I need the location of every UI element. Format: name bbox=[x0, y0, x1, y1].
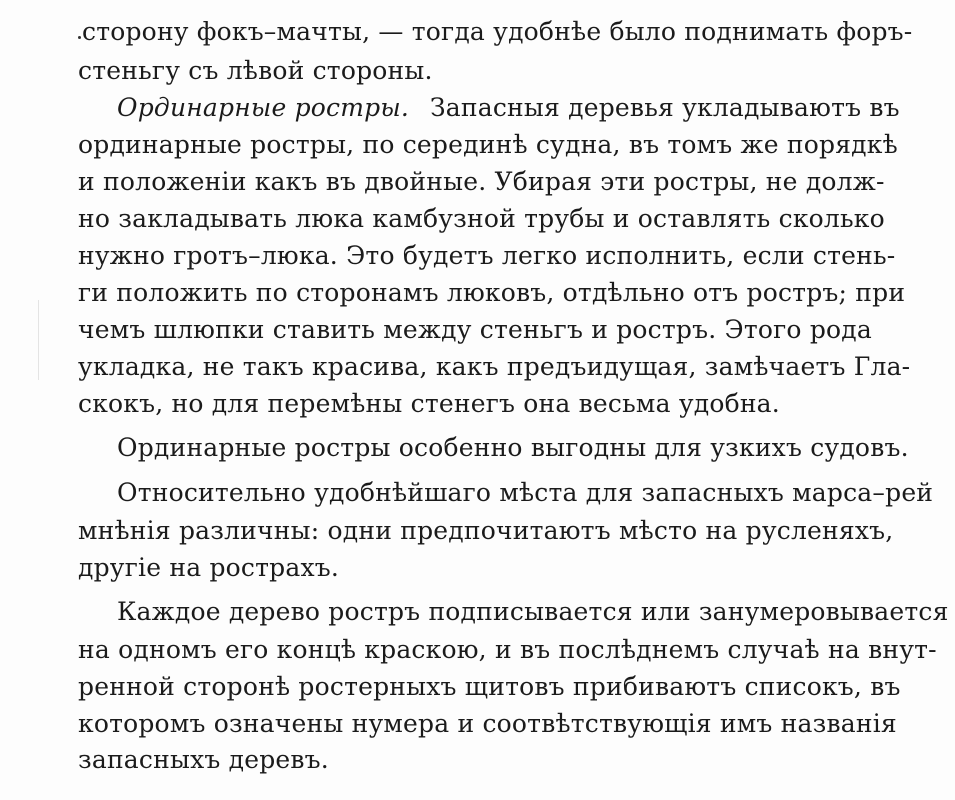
line-text: стеньгу съ лѣвой стороны. bbox=[78, 56, 433, 85]
text-line-13 bbox=[0, 473, 955, 513]
line-text: мнѣнія различны: одни предпочитаютъ мѣсто на русленяхъ, bbox=[78, 516, 894, 545]
line-text: которомъ означены нумера и соотвѣтствующія имъ названія bbox=[78, 709, 897, 738]
text-line-9 bbox=[0, 310, 955, 350]
line-text: сторону фокъ–мачты, — тогда удобнѣе было поднимать форъ- bbox=[82, 17, 913, 46]
line-text: чемъ шлюпки ставить между стеньгъ и ростръ. Этого рода bbox=[78, 315, 872, 344]
paragraph-lead-italic: Ординарные ростры. bbox=[117, 93, 410, 122]
line-text: Ординарные ростры особенно выгодны для узкихъ судовъ. bbox=[117, 433, 909, 462]
text-line-11 bbox=[0, 384, 955, 424]
line-text: на одномъ его концѣ краскою, и въ послѣднемъ случаѣ на внут- bbox=[78, 635, 937, 664]
text-line-18 bbox=[0, 667, 955, 707]
line-text: и положеніи какъ въ двойные. Убирая эти ростры, не долж- bbox=[78, 167, 885, 196]
text-line-4 bbox=[0, 125, 955, 165]
text-line-19 bbox=[0, 704, 955, 744]
text-line-3 bbox=[0, 88, 955, 128]
text-line-12 bbox=[0, 428, 955, 468]
line-text: ренной сторонѣ ростерныхъ щитовъ прибиваютъ списокъ, въ bbox=[78, 672, 901, 701]
text-line-2 bbox=[0, 51, 955, 91]
text-line-16 bbox=[0, 592, 955, 632]
line-text: запасныхъ деревъ. bbox=[78, 745, 329, 774]
text-line-1 bbox=[0, 12, 955, 52]
line-text: другіе на рострахъ. bbox=[78, 553, 340, 582]
line-text: укладка, не такъ красива, какъ предъидущая, замѣчаетъ Гла- bbox=[78, 352, 911, 381]
line-text: Запасныя деревья укладываютъ въ bbox=[430, 93, 900, 122]
text-line-5 bbox=[0, 162, 955, 202]
line-text: Каждое дерево ростръ подписывается или занумеровывается bbox=[117, 597, 949, 626]
line-text: скокъ, но для перемѣны стенегъ она весьма удобна. bbox=[78, 389, 780, 418]
line-text: ги положить по сторонамъ люковъ, отдѣльно отъ ростръ; при bbox=[78, 278, 906, 307]
text-line-15 bbox=[0, 548, 955, 588]
text-line-20 bbox=[0, 740, 955, 780]
text-line-8 bbox=[0, 273, 955, 313]
line-text: нужно гротъ–люка. Это будетъ легко исполнить, если стень- bbox=[78, 241, 896, 270]
line-text: но закладывать люка камбузной трубы и оставлять сколько bbox=[78, 204, 885, 233]
line-text: Относительно удобнѣйшаго мѣста для запасныхъ марса–рей bbox=[117, 478, 934, 507]
text-line-7 bbox=[0, 236, 955, 276]
text-line-17 bbox=[0, 630, 955, 670]
text-line-10 bbox=[0, 347, 955, 387]
text-line-6 bbox=[0, 199, 955, 239]
line-text: ординарные ростры, по серединѣ судна, въ томъ же порядкѣ bbox=[78, 130, 898, 159]
text-line-14 bbox=[0, 511, 955, 551]
